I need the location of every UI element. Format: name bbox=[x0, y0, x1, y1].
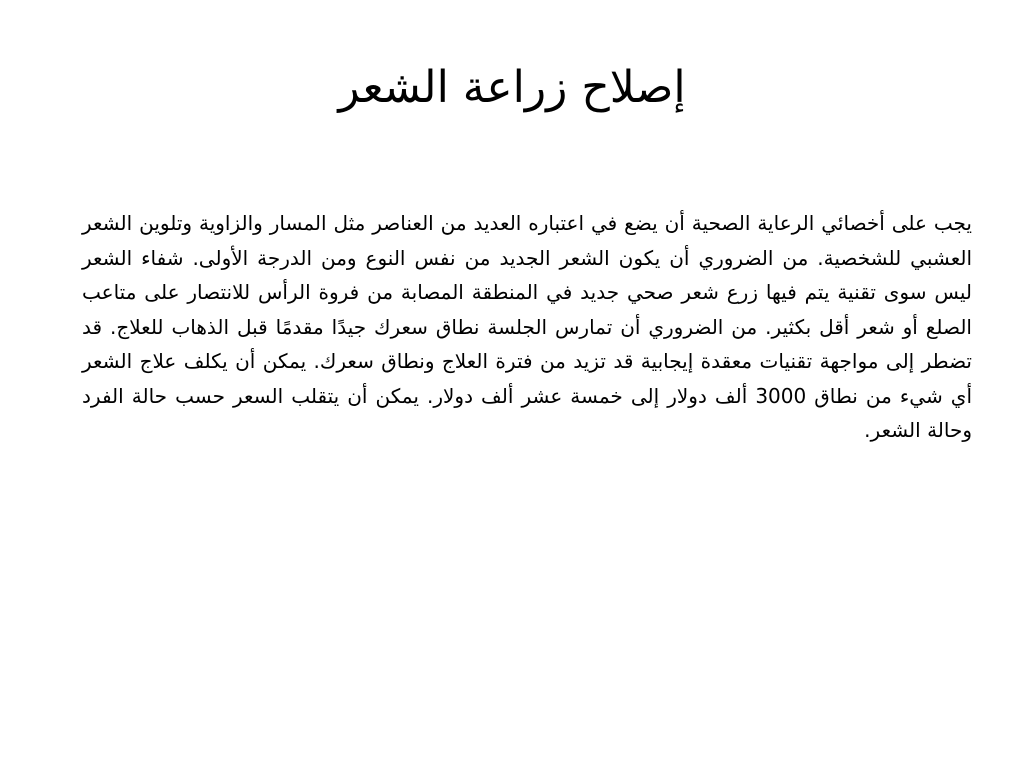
slide-title: إصلاح زراعة الشعر bbox=[338, 62, 686, 113]
slide-body-text: يجب على أخصائي الرعاية الصحية أن يضع في اعتباره العديد من العناصر مثل المسار والزاوية وتلوين الشعر العشبي للشخصية. من الضروري أن يكون الشعر الجديد من نفس النوع ومن الدرجة الأولى. شفاء الشعر ليس سوى تقنية يتم فيها زرع شعر صحي جديد في المنطقة المصابة من فروة الرأس للانتصار على متاعب الصلع أو شعر أقل بكثير. من الضروري أن تمارس الجلسة نطاق سعرك جيدًا مقدمًا قبل الذهاب للعلاج. قد تضطر إلى مواجهة تقنيات معقدة إيجابية قد تزيد من فترة العلاج ونطاق سعرك. يمكن أن يكلف علاج الشعر أي شيء من نطاق 3000 ألف دولار إلى خمسة عشر ألف دولار. يمكن أن يتقلب السعر حسب حالة الفرد وحالة الشعر. bbox=[82, 211, 972, 442]
